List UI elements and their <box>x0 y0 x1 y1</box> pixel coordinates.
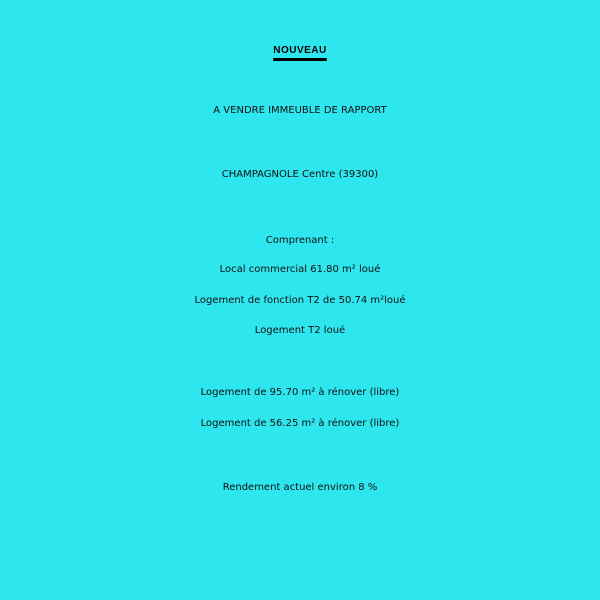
renovation-item-56: Logement de 56.25 m² à rénover (libre) <box>200 418 400 429</box>
heading <box>0 28 600 74</box>
composition-item-t2-fonction: Logement de fonction T2 de 50.74 m²loué <box>194 295 406 306</box>
composition-item-t2: Logement T2 loué <box>254 325 346 336</box>
composition-item-commercial: Local commercial 61.80 m² loué <box>219 264 381 275</box>
renovation-item-95: Logement de 95.70 m² à rénover (libre) <box>200 387 400 398</box>
subheading: A VENDRE IMMEUBLE DE RAPPORT <box>213 105 387 116</box>
yield-text: Rendement actuel environ 8 % <box>222 482 378 493</box>
heading-text: NOUVEAU <box>273 45 327 56</box>
composition-label: Comprenant : <box>265 235 335 246</box>
location: CHAMPAGNOLE Centre (39300) <box>221 169 379 180</box>
